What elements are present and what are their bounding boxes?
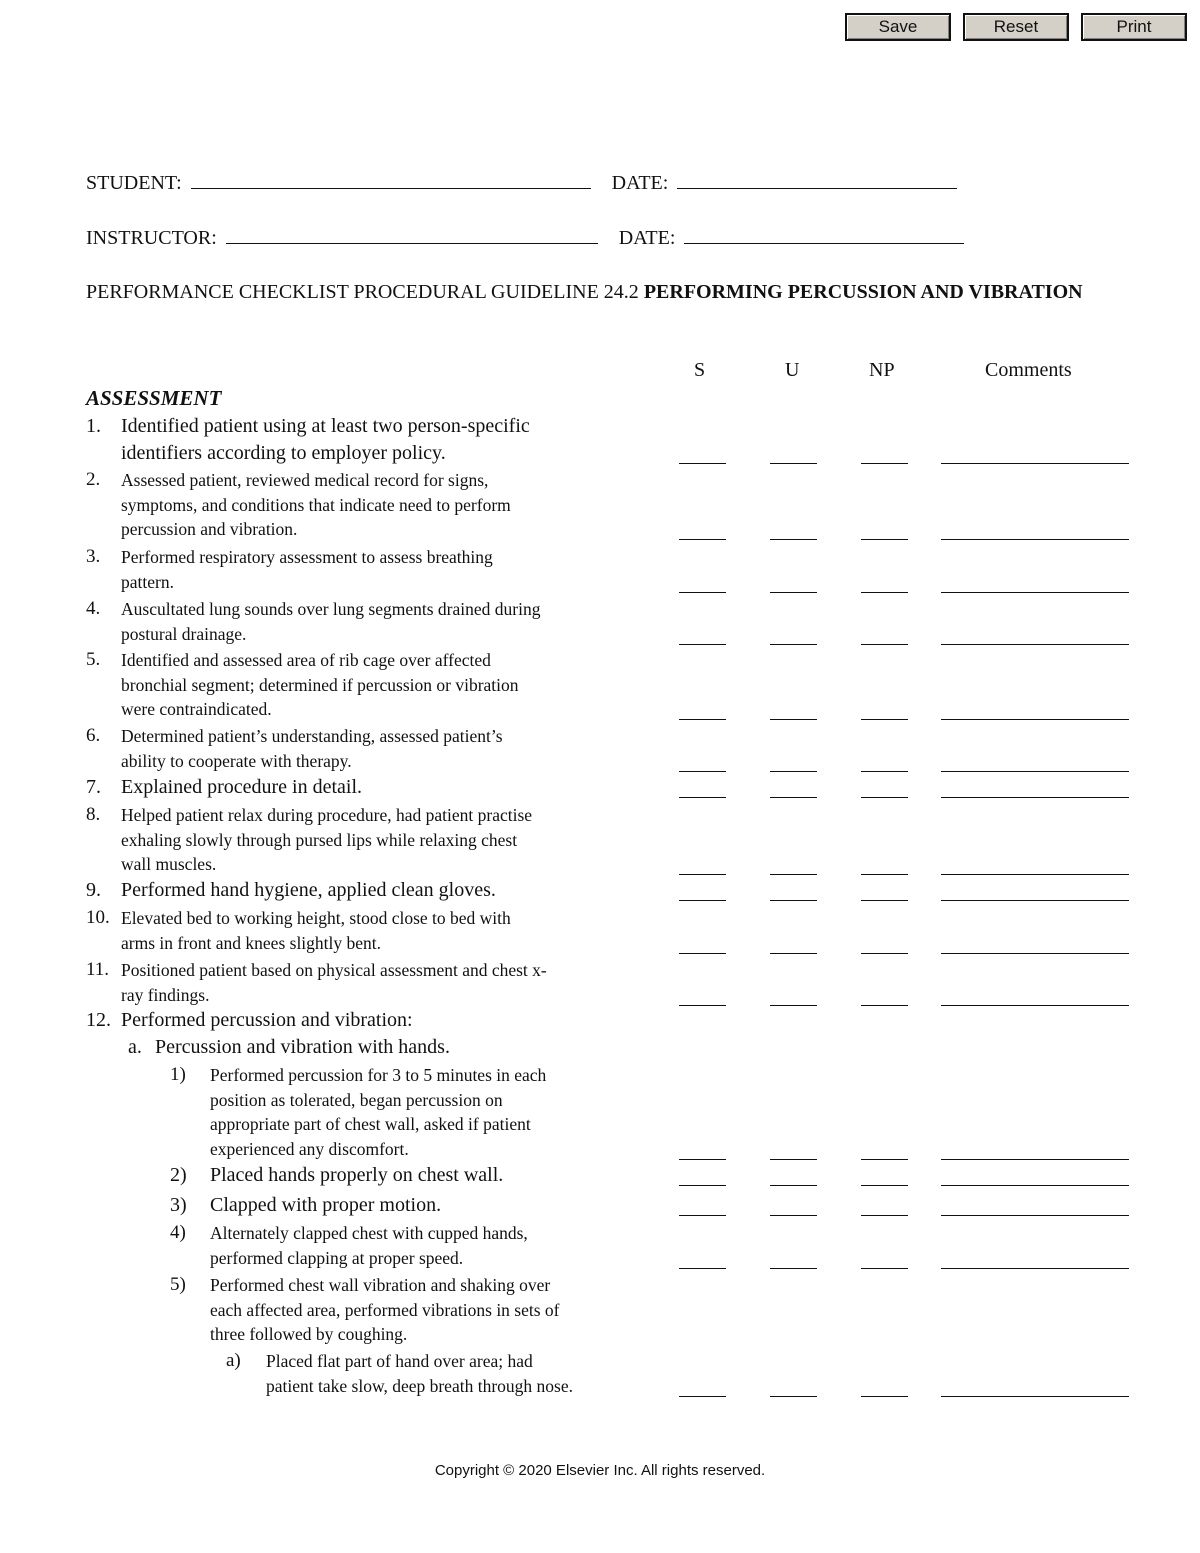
comments-blank[interactable]	[941, 463, 1129, 464]
comments-blank[interactable]	[941, 1159, 1129, 1160]
item-number: 9.	[86, 879, 101, 901]
item-text-line: wall muscles.	[121, 854, 217, 874]
score-s-blank[interactable]	[679, 797, 726, 798]
comments-blank[interactable]	[941, 874, 1129, 875]
instructor-line	[86, 225, 964, 250]
score-s-blank[interactable]	[679, 1005, 726, 1006]
score-u-blank[interactable]	[770, 1396, 817, 1397]
score-np-blank[interactable]	[861, 1159, 908, 1160]
score-np-blank[interactable]	[861, 463, 908, 464]
score-u-blank[interactable]	[770, 463, 817, 464]
item-text-line: Percussion and vibration with hands.	[155, 1036, 450, 1058]
item-text-line: bronchial segment; determined if percussion or vibration	[121, 675, 519, 695]
item-text-line: exhaling slowly through pursed lips while relaxing chest	[121, 830, 518, 850]
date-field[interactable]	[677, 170, 957, 189]
score-s-blank[interactable]	[679, 1396, 726, 1397]
score-np-blank[interactable]	[861, 1268, 908, 1269]
score-np-blank[interactable]	[861, 797, 908, 798]
item-text-line: Placed hands properly on chest wall.	[210, 1164, 504, 1186]
title-bold: PERFORMING PERCUSSION AND VIBRATION	[643, 281, 1083, 303]
comments-blank[interactable]	[941, 797, 1129, 798]
item-text-line: postural drainage.	[121, 624, 247, 644]
score-s-blank[interactable]	[679, 1185, 726, 1186]
item-text-line: Performed respiratory assessment to assess breathing	[121, 547, 493, 567]
item-text-line: Assessed patient, reviewed medical record for signs,	[121, 470, 489, 490]
item-text-line: identifiers according to employer policy.	[121, 442, 446, 464]
column-header-comments: Comments	[985, 359, 1072, 381]
item-number: 7.	[86, 776, 101, 798]
date2-field[interactable]	[684, 225, 964, 244]
student-field[interactable]	[191, 170, 591, 189]
score-np-blank[interactable]	[861, 953, 908, 954]
item-number: 12.	[86, 1009, 111, 1031]
item-text-line: Elevated bed to working height, stood close to bed with	[121, 908, 511, 928]
score-np-blank[interactable]	[861, 644, 908, 645]
column-header-s: S	[694, 359, 706, 381]
item-text-line: were contraindicated.	[121, 699, 272, 719]
score-u-blank[interactable]	[770, 1185, 817, 1186]
instructor-label: INSTRUCTOR:	[86, 227, 217, 249]
comments-blank[interactable]	[941, 1185, 1129, 1186]
item-number: 5.	[86, 649, 101, 670]
item-text-line: ray findings.	[121, 985, 210, 1005]
score-u-blank[interactable]	[770, 771, 817, 772]
item-text-line: Performed chest wall vibration and shaking over	[210, 1275, 551, 1295]
score-u-blank[interactable]	[770, 1268, 817, 1269]
comments-blank[interactable]	[941, 900, 1129, 901]
item-text-line: Positioned patient based on physical assessment and chest x-	[121, 960, 547, 980]
item-text-line: Performed percussion for 3 to 5 minutes in each	[210, 1065, 547, 1085]
score-s-blank[interactable]	[679, 900, 726, 901]
item-number: 4.	[86, 598, 101, 619]
comments-blank[interactable]	[941, 539, 1129, 540]
item-text-line: Explained procedure in detail.	[121, 776, 363, 798]
score-u-blank[interactable]	[770, 900, 817, 901]
item-number: 3)	[170, 1194, 187, 1216]
score-s-blank[interactable]	[679, 719, 726, 720]
save-button[interactable]: Save	[845, 13, 951, 41]
reset-button[interactable]: Reset	[963, 13, 1069, 41]
item-text-line: Clapped with proper motion.	[210, 1194, 442, 1216]
item-text-line: percussion and vibration.	[121, 519, 298, 539]
comments-blank[interactable]	[941, 719, 1129, 720]
page-title	[86, 279, 1146, 306]
score-s-blank[interactable]	[679, 953, 726, 954]
item-text-line: Performed percussion and vibration:	[121, 1009, 413, 1031]
score-s-blank[interactable]	[679, 1159, 726, 1160]
score-s-blank[interactable]	[679, 644, 726, 645]
score-np-blank[interactable]	[861, 900, 908, 901]
item-text-line: Auscultated lung sounds over lung segments drained during	[121, 599, 541, 619]
item-number: 2.	[86, 469, 101, 490]
item-text-line: Performed hand hygiene, applied clean gloves.	[121, 879, 496, 901]
score-u-blank[interactable]	[770, 953, 817, 954]
score-np-blank[interactable]	[861, 1215, 908, 1216]
comments-blank[interactable]	[941, 1215, 1129, 1216]
item-text-line: experienced any discomfort.	[210, 1139, 409, 1159]
column-header-np: NP	[869, 359, 895, 381]
comments-blank[interactable]	[941, 1396, 1129, 1397]
column-header-u: U	[785, 359, 800, 381]
item-number: 2)	[170, 1164, 187, 1186]
score-s-blank[interactable]	[679, 463, 726, 464]
comments-blank[interactable]	[941, 592, 1129, 593]
item-number: a.	[128, 1036, 142, 1058]
score-u-blank[interactable]	[770, 1215, 817, 1216]
item-text-line: Identified patient using at least two person-specific	[121, 415, 530, 437]
item-text-line: patient take slow, deep breath through nose.	[266, 1376, 573, 1396]
item-text-line: arms in front and knees slightly bent.	[121, 933, 382, 953]
student-line	[86, 170, 957, 195]
comments-blank[interactable]	[941, 953, 1129, 954]
score-u-blank[interactable]	[770, 1159, 817, 1160]
score-s-blank[interactable]	[679, 592, 726, 593]
item-number: 1.	[86, 415, 101, 437]
score-np-blank[interactable]	[861, 1005, 908, 1006]
item-text-line: appropriate part of chest wall, asked if patient	[210, 1114, 531, 1134]
item-number: 4)	[170, 1222, 186, 1243]
student-label: STUDENT:	[86, 172, 182, 194]
comments-blank[interactable]	[941, 1005, 1129, 1006]
item-text-line: performed clapping at proper speed.	[210, 1248, 464, 1268]
score-s-blank[interactable]	[679, 1215, 726, 1216]
score-np-blank[interactable]	[861, 719, 908, 720]
score-np-blank[interactable]	[861, 539, 908, 540]
title-prefix: PERFORMANCE CHECKLIST PROCEDURAL GUIDELINE 24.2	[86, 281, 644, 303]
item-number: 5)	[170, 1274, 186, 1295]
instructor-field[interactable]	[226, 225, 598, 244]
score-u-blank[interactable]	[770, 644, 817, 645]
item-number: 6.	[86, 725, 101, 746]
comments-blank[interactable]	[941, 1268, 1129, 1269]
item-text-line: each affected area, performed vibrations in sets of	[210, 1300, 560, 1320]
score-s-blank[interactable]	[679, 539, 726, 540]
item-text-line: Identified and assessed area of rib cage over affected	[121, 650, 491, 670]
score-s-blank[interactable]	[679, 771, 726, 772]
section-title: ASSESSMENT	[86, 386, 222, 410]
score-u-blank[interactable]	[770, 874, 817, 875]
score-np-blank[interactable]	[861, 1185, 908, 1186]
item-text-line: symptoms, and conditions that indicate need to perform	[121, 495, 511, 515]
item-text-line: Helped patient relax during procedure, had patient practise	[121, 805, 533, 825]
score-np-blank[interactable]	[861, 592, 908, 593]
score-np-blank[interactable]	[861, 874, 908, 875]
print-button[interactable]: Print	[1081, 13, 1187, 41]
item-text-line: Alternately clapped chest with cupped hands,	[210, 1223, 528, 1243]
date2-label: DATE:	[618, 227, 676, 249]
item-text-line: Placed flat part of hand over area; had	[266, 1351, 533, 1371]
item-text-line: position as tolerated, began percussion on	[210, 1090, 503, 1110]
item-number: 8.	[86, 804, 101, 825]
item-number: a)	[226, 1350, 241, 1371]
date-label: DATE:	[611, 172, 669, 194]
footer-copyright: Copyright © 2020 Elsevier Inc. All rights reserved.	[434, 1462, 766, 1479]
comments-blank[interactable]	[941, 644, 1129, 645]
score-s-blank[interactable]	[679, 1268, 726, 1269]
item-number: 3.	[86, 546, 101, 567]
item-text-line: three followed by coughing.	[210, 1324, 408, 1344]
item-text-line: Determined patient’s understanding, assessed patient’s	[121, 726, 503, 746]
score-np-blank[interactable]	[861, 771, 908, 772]
score-u-blank[interactable]	[770, 797, 817, 798]
score-u-blank[interactable]	[770, 539, 817, 540]
form-toolbar	[845, 13, 1187, 41]
item-number: 10.	[86, 907, 110, 928]
score-np-blank[interactable]	[861, 1396, 908, 1397]
item-text-line: ability to cooperate with therapy.	[121, 751, 352, 771]
score-u-blank[interactable]	[770, 1005, 817, 1006]
score-u-blank[interactable]	[770, 719, 817, 720]
item-number: 1)	[170, 1064, 186, 1085]
score-s-blank[interactable]	[679, 874, 726, 875]
item-number: 11.	[86, 959, 110, 980]
score-u-blank[interactable]	[770, 592, 817, 593]
comments-blank[interactable]	[941, 771, 1129, 772]
item-text-line: pattern.	[121, 572, 174, 592]
